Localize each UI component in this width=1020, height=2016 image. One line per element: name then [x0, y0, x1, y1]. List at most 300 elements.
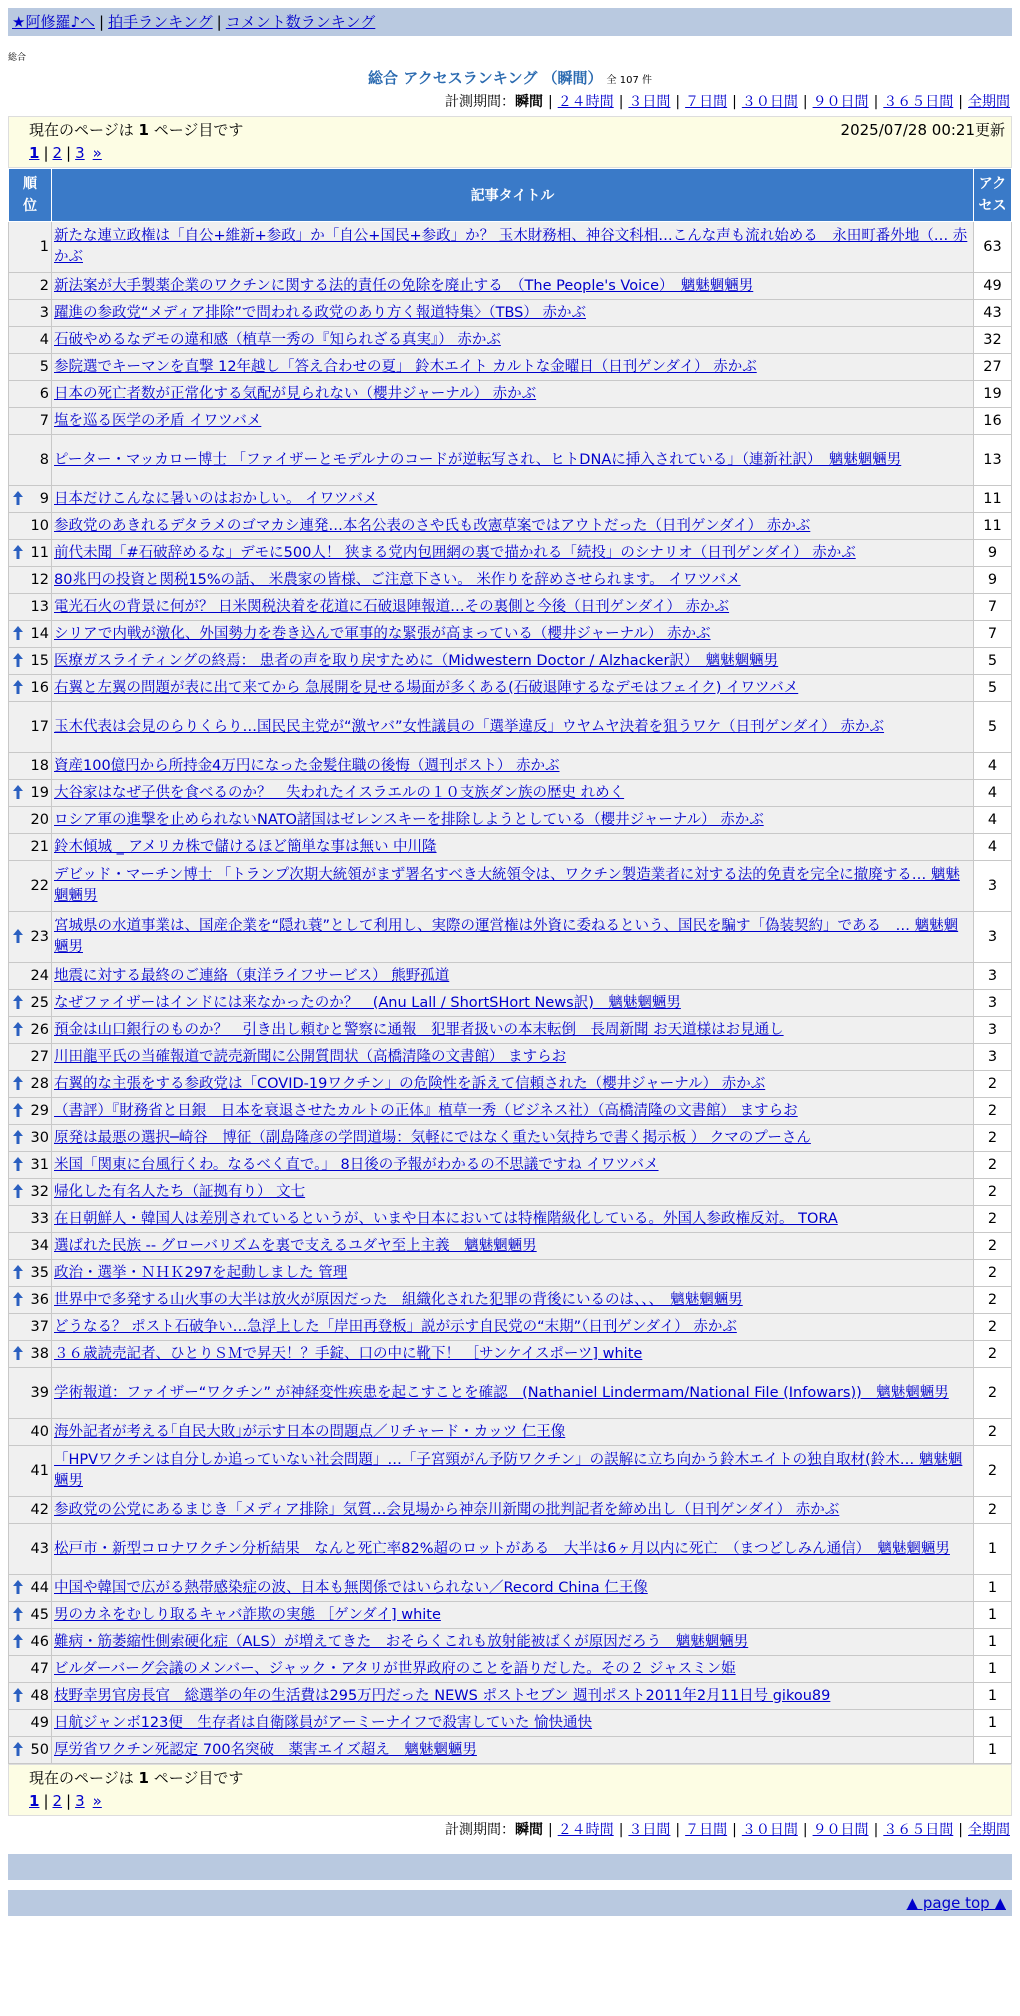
article-link[interactable]: ピーター・マッカロー博士 「ファイザーとモデルナのコードが逆転写され、ヒトDNAに挿入されている」（連新社訳） 魑魅魍魎男 [54, 451, 902, 468]
table-row [9, 1419, 1012, 1446]
title-cell [52, 381, 974, 408]
rank-cell [9, 1314, 52, 1341]
access-count: 3 [974, 861, 1012, 912]
table-row [9, 540, 1012, 567]
page-title: 総合 アクセスランキング （瞬間） [368, 69, 603, 87]
title-cell [52, 990, 974, 1017]
article-link[interactable]: 日本だけこんなに暑いのはおかしい。 イワツバメ [54, 490, 378, 507]
article-link[interactable]: 預金は山口銀行のものか？ 引き出し頼むと警察に通報 犯罪者扱いの本末転倒 長周新聞 お天道様はお見通し [54, 1021, 784, 1038]
up-arrow-icon [12, 1687, 24, 1703]
title-cell [52, 594, 974, 621]
article-link[interactable]: 「HPVワクチンは自分しか追っていない社会問題」…「子宮頸がん予防ワクチン」の誤解に立ち向かう鈴木エイトの独自取材(鈴木… 魑魅魍魎男 [54, 1452, 963, 1489]
rank-cell [9, 1446, 52, 1497]
rank-number: 11 [30, 545, 49, 561]
title-cell [52, 702, 974, 753]
rank-cell [9, 780, 52, 807]
rank-cell [9, 381, 52, 408]
table-row [9, 1152, 1012, 1179]
table-row [9, 1737, 1012, 1764]
access-count: 1 [974, 1737, 1012, 1764]
current-page-link[interactable]: 1 [29, 1792, 40, 1810]
next-page-link[interactable]: » [92, 1792, 102, 1810]
access-count: 1 [974, 1710, 1012, 1737]
title-cell [52, 1017, 974, 1044]
page-number: 1 [138, 1769, 149, 1787]
divider: | [66, 1792, 72, 1810]
article-link[interactable]: 帰化した有名人たち（証拠有り） 文七 [54, 1183, 306, 1200]
rank-cell [9, 300, 52, 327]
access-count: 1 [974, 1629, 1012, 1656]
period-label: 計測期間： [444, 94, 515, 110]
page-link[interactable]: 3 [75, 144, 85, 162]
rank-cell [9, 1044, 52, 1071]
up-arrow-icon [12, 679, 24, 695]
page-suffix: ページ目です [148, 121, 244, 139]
page-link[interactable]: 2 [52, 144, 63, 162]
table-row [9, 1233, 1012, 1260]
period-link[interactable]: ９０日間 [812, 94, 869, 110]
article-link[interactable]: 選ばれた民族 -- グローバリズムを裏で支えるユダヤ至上主義 魑魅魍魎男 [54, 1237, 537, 1254]
period-link[interactable]: 全期間 [968, 1822, 1010, 1838]
article-link[interactable]: （書評）『財務省と日銀 日本を衰退させたカルトの正体』植草一秀（ビジネス社）（高橋清隆の文書館） ますらお [54, 1102, 798, 1119]
article-link[interactable]: 宮城県の水道事業は、国産企業を“隠れ蓑”として利用し、実際の運営権は外資に委ねるという、国民を騙す「偽装契約」である … 魑魅魍魎男 [54, 918, 959, 955]
table-row [9, 780, 1012, 807]
current-page-link[interactable]: 1 [29, 144, 40, 162]
title-cell [52, 567, 974, 594]
home-link[interactable]: ★阿修羅♪へ [12, 13, 96, 31]
period-link[interactable]: ３日間 [628, 1822, 671, 1838]
table-row [9, 1575, 1012, 1602]
table-row [9, 1629, 1012, 1656]
rank-cell [9, 912, 52, 963]
access-count: 3 [974, 990, 1012, 1017]
title-cell [52, 753, 974, 780]
rank-cell [9, 1098, 52, 1125]
article-link[interactable]: 新法案が大手製薬企業のワクチンに関する法的責任の免除を廃止する （The People's Voice） 魑魅魍魎男 [54, 277, 754, 294]
table-row [9, 513, 1012, 540]
divider: | [732, 1822, 737, 1838]
access-count: 7 [974, 621, 1012, 648]
title-cell [52, 300, 974, 327]
table-row [9, 963, 1012, 990]
rank-cell [9, 1368, 52, 1419]
table-row [9, 300, 1012, 327]
access-count: 2 [974, 1341, 1012, 1368]
article-link[interactable]: シリアで内戦が激化、外国勢力を巻き込んで軍事的な緊張が高まっている（櫻井ジャーナル） 赤かぶ [54, 625, 711, 642]
up-arrow-icon [12, 544, 24, 560]
article-link[interactable]: 新たな連立政権は「自公+維新+参政」か「自公+国民+参政」か？ 玉木財務相、神谷文科相…こんな声も流れ始める 永田町番外地（… 赤かぶ [54, 228, 968, 265]
article-link[interactable]: 鈴木傾城 _ アメリカ株で儲けるほど簡単な事は無い 中川隆 [54, 838, 437, 855]
page-link[interactable]: 3 [75, 1792, 85, 1810]
article-link[interactable]: 躍進の参政党“メディア排除”で問われる政党のあり方く報道特集〉（TBS） 赤かぶ [54, 304, 586, 321]
access-count: 2 [974, 1098, 1012, 1125]
title-cell [52, 327, 974, 354]
title-cell [52, 1044, 974, 1071]
title-cell [52, 1575, 974, 1602]
rank-cell [9, 408, 52, 435]
access-count: 4 [974, 807, 1012, 834]
article-link[interactable]: 塩を巡る医学の矛盾 イワツバメ [54, 412, 262, 429]
access-count: 2 [974, 1287, 1012, 1314]
access-count: 32 [974, 327, 1012, 354]
title-cell [52, 912, 974, 963]
rank-number: 37 [30, 1319, 49, 1335]
title-cell [52, 513, 974, 540]
article-link[interactable]: 学術報道：ファイザー“ワクチン” が神経変性疾患を起こすことを確認 (Nathaniel Lindermam/National File (Infowars)) 魑魅魍魎男 [54, 1384, 949, 1401]
rank-cell [9, 273, 52, 300]
rank-header-label: 順 位 [23, 176, 37, 214]
rank-number: 13 [30, 599, 49, 615]
up-arrow-icon [12, 1075, 24, 1091]
page-top-link[interactable]: ▲ page top ▲ [906, 1894, 1006, 1912]
article-link[interactable]: ビルダーバーグ会議のメンバー、ジャック・アタリが世界政府のことを語りだした。その２ ジャスミン姫 [54, 1660, 736, 1677]
pagination [29, 1789, 1007, 1813]
access-count: 13 [974, 435, 1012, 486]
table-row [9, 1260, 1012, 1287]
article-link[interactable]: 政治・選挙・ＮＨＫ297を起動しました 管理 [54, 1264, 348, 1281]
table-row [9, 834, 1012, 861]
title-cell [52, 1629, 974, 1656]
access-count: 3 [974, 963, 1012, 990]
title-cell [52, 222, 974, 273]
article-link[interactable]: 右翼と左翼の問題が表に出て来てから 急展開を見せる場面が多くある(石破退陣するなデモはフェイク) イワツバメ [54, 679, 799, 696]
rank-cell [9, 648, 52, 675]
title-cell [52, 1446, 974, 1497]
rank-cell [9, 1710, 52, 1737]
table-row [9, 1044, 1012, 1071]
title-cell [52, 780, 974, 807]
rank-number: 1 [39, 239, 49, 255]
up-arrow-icon [12, 1264, 24, 1280]
table-row [9, 1098, 1012, 1125]
rank-number: 16 [30, 680, 49, 696]
page-info-box [8, 116, 1012, 168]
up-arrow-icon [12, 928, 24, 944]
article-link[interactable]: 松戸市・新型コロナワクチン分析結果 なんと死亡率82%超のロットがある 大半は6ヶ月以内に死亡 （まつどしみん通信） 魑魅魍魎男 [54, 1540, 950, 1557]
table-row [9, 1497, 1012, 1524]
article-link[interactable]: 右翼的な主張をする参政党は「COVID-19ワクチン」の危険性を訴えて信頼された（櫻井ジャーナル） 赤かぶ [54, 1075, 766, 1092]
period-link[interactable]: ３日間 [628, 94, 671, 110]
rank-cell [9, 675, 52, 702]
table-row [9, 1602, 1012, 1629]
rank-number: 22 [30, 878, 49, 894]
access-count: 2 [974, 1419, 1012, 1446]
rank-cell [9, 621, 52, 648]
ranking-table [8, 168, 1012, 1764]
title-cell [52, 1098, 974, 1125]
rank-number: 41 [30, 1463, 49, 1479]
title-cell [52, 1419, 974, 1446]
up-arrow-icon [12, 490, 24, 506]
article-link[interactable]: 原発は最悪の選択─崎谷 博征（副島隆彦の学問道場：気軽にではなく重たい気持ちで書く掲示板 ） クマのプーさん [54, 1129, 811, 1146]
rank-cell [9, 540, 52, 567]
rank-number: 15 [30, 653, 49, 669]
up-arrow-icon [12, 1606, 24, 1622]
article-link[interactable]: 海外記者が考える｢自民大敗｣が示す日本の問題点／リチャード・カッツ 仁王像 [54, 1423, 566, 1440]
up-arrow-icon [12, 652, 24, 668]
rank-cell [9, 1629, 52, 1656]
article-link[interactable]: ３６歳読売記者、ひとりＳＭで昇天！？手錠、口の中に靴下！ ［サンケイスポーツ] white [54, 1345, 643, 1362]
table-row [9, 1368, 1012, 1419]
up-arrow-icon [12, 1183, 24, 1199]
title-header: 記事タイトル [52, 169, 974, 222]
table-row [9, 1125, 1012, 1152]
article-link[interactable]: どうなる？ ポスト石破争い…急浮上した「岸田再登板」説が示す自民党の“末期”（日刊ゲンダイ） 赤かぶ [54, 1318, 737, 1335]
article-link[interactable]: 在日朝鮮人・韓国人は差別されているというが、いまや日本においては特権階級化している。外国人参政権反対。 TORA [54, 1210, 838, 1227]
article-link[interactable]: 地震に対する最終のご連絡（東洋ライフサービス） 熊野孤道 [54, 967, 450, 984]
rank-number: 2 [39, 278, 49, 294]
up-arrow-icon [12, 625, 24, 641]
title-cell [52, 1071, 974, 1098]
rank-cell [9, 1575, 52, 1602]
rank-number: 10 [30, 518, 49, 534]
period-link[interactable]: ２４時間 [557, 1822, 614, 1838]
access-count: 2 [974, 1233, 1012, 1260]
access-count: 2 [974, 1179, 1012, 1206]
divider: | [618, 94, 624, 110]
period-label: 計測期間： [444, 1822, 515, 1838]
article-link[interactable]: 前代未聞「#石破辞めるな」デモに500人！ 狭まる党内包囲網の裏で描かれる「続投」のシナリオ（日刊ゲンダイ） 赤かぶ [54, 544, 856, 561]
title-cell [52, 1125, 974, 1152]
title-cell [52, 1602, 974, 1629]
article-link[interactable]: 大谷家はなぜ子供を食べるのか？ 失われたイスラエルの１０支族ダン族の歴史 れめく [54, 784, 625, 801]
divider: | [958, 94, 963, 110]
access-count: 1 [974, 1524, 1012, 1575]
title-cell [52, 963, 974, 990]
rank-number: 18 [30, 758, 49, 774]
article-link[interactable]: デビッド・マーチン博士 「トランプ次期大統領がまず署名すべき大統領令は、ワクチン製造業者に対する法的免責を完全に撤廃する… 魑魅魍魎男 [54, 867, 960, 904]
rank-cell [9, 1206, 52, 1233]
table-row [9, 435, 1012, 486]
rank-cell [9, 1341, 52, 1368]
title-cell [52, 1179, 974, 1206]
article-link[interactable]: 80兆円の投資と関税15%の話、 米農家の皆様、ご注意下さい。 米作りを辞めさせられます。 イワツバメ [54, 571, 741, 588]
title-cell [52, 273, 974, 300]
period-link[interactable]: ３０日間 [741, 1822, 798, 1838]
period-link[interactable]: ９０日間 [812, 1822, 869, 1838]
article-link[interactable]: 米国「関東に台風行くわ。なるべく直で。」 8日後の予報がわかるの不思議ですね イワツバメ [54, 1156, 659, 1173]
title-cell [52, 1206, 974, 1233]
rank-number: 45 [30, 1607, 49, 1623]
title-cell [52, 1260, 974, 1287]
access-count: 5 [974, 702, 1012, 753]
rank-cell [9, 1683, 52, 1710]
article-link[interactable]: 参院選でキーマンを直撃 12年越し「答え合わせの夏」 鈴木エイト カルトな金曜日（日刊ゲンダイ） 赤かぶ [54, 358, 757, 375]
divider: | [99, 13, 105, 31]
table-row [9, 621, 1012, 648]
rank-cell [9, 1287, 52, 1314]
article-link[interactable]: 世界中で多発する山火事の大半は放火が原因だった 組織化された犯罪の背後にいるのは、、、 魑魅魍魎男 [54, 1291, 743, 1308]
up-arrow-icon [12, 1633, 24, 1649]
item-count: 全 107 件 [606, 75, 652, 86]
article-link[interactable]: 参政党のあきれるデタラメのゴマカシ連発…本名公表のさや氏も改憲草案ではアウトだった（日刊ゲンダイ） 赤かぶ [54, 517, 811, 534]
title-cell [52, 648, 974, 675]
rank-number: 50 [30, 1742, 49, 1758]
article-link[interactable]: 石破やめるなデモの違和感（植草一秀の『知られざる真実』） 赤かぶ [54, 331, 501, 348]
title-cell [52, 807, 974, 834]
article-link[interactable]: 枝野幸男官房長官 総選挙の年の生活費は295万円だった NEWS ポストセブン 週刊ポスト2011年2月11日号 gikou89 [54, 1687, 831, 1704]
article-link[interactable]: 厚労省ワクチン死認定 700名突破 薬害エイズ超え 魑魅魍魎男 [54, 1741, 477, 1758]
rank-number: 35 [30, 1265, 49, 1281]
period-link[interactable]: ３６５日間 [883, 94, 954, 110]
divider: | [43, 1792, 49, 1810]
period-selector-bottom [0, 1820, 1010, 1840]
table-row [9, 1683, 1012, 1710]
title-cell [52, 1368, 974, 1419]
table-row [9, 222, 1012, 273]
page-status [29, 1767, 1007, 1789]
table-row [9, 486, 1012, 513]
rank-cell [9, 594, 52, 621]
divider: | [802, 94, 808, 110]
title-cell [52, 1683, 974, 1710]
rank-cell [9, 1656, 52, 1683]
access-count: 27 [974, 354, 1012, 381]
rank-cell [9, 834, 52, 861]
period-link[interactable]: ７日間 [685, 94, 728, 110]
rank-number: 39 [30, 1385, 49, 1401]
page-prefix: 現在のページは [29, 121, 139, 139]
rank-number: 24 [30, 968, 49, 984]
rank-number: 43 [30, 1541, 49, 1557]
period-link[interactable]: 全期間 [968, 94, 1010, 110]
page-link[interactable]: 2 [52, 1792, 63, 1810]
rank-cell [9, 327, 52, 354]
table-row [9, 567, 1012, 594]
title-cell [52, 408, 974, 435]
divider: | [216, 13, 222, 31]
table-row [9, 1314, 1012, 1341]
table-row [9, 354, 1012, 381]
rank-cell [9, 861, 52, 912]
article-link[interactable]: 参政党の公党にあるまじき「メディア排除」気質…会見場から神奈川新聞の批判記者を締め出し（日刊ゲンダイ） 赤かぶ [54, 1501, 840, 1518]
up-arrow-icon [12, 1156, 24, 1172]
article-link[interactable]: ロシア軍の進撃を止められないNATO諸国はゼレンスキーを排除しようとしている（櫻井ジャーナル） 赤かぶ [54, 811, 764, 828]
next-page-link[interactable]: » [92, 144, 102, 162]
rank-cell [9, 990, 52, 1017]
title-cell [52, 1710, 974, 1737]
rank-number: 4 [39, 332, 49, 348]
access-count: 11 [974, 513, 1012, 540]
divider: | [732, 94, 737, 110]
page-status [29, 119, 1007, 141]
rank-number: 44 [30, 1580, 49, 1596]
title-cell [52, 1497, 974, 1524]
access-count: 5 [974, 675, 1012, 702]
article-link[interactable]: 医療ガスライティングの終焉： 患者の声を取り戻すために（Midwestern Doctor / Alzhacker訳） 魑魅魍魎男 [54, 652, 779, 669]
access-count: 3 [974, 912, 1012, 963]
divider: | [618, 1822, 624, 1838]
title-cell [52, 1314, 974, 1341]
rank-number: 5 [39, 359, 49, 375]
title-cell [52, 435, 974, 486]
title-cell [52, 540, 974, 567]
up-arrow-icon [12, 1129, 24, 1145]
access-count: 3 [974, 1017, 1012, 1044]
table-row [9, 1179, 1012, 1206]
table-row [9, 702, 1012, 753]
rank-cell [9, 1497, 52, 1524]
table-row [9, 1524, 1012, 1575]
access-count: 7 [974, 594, 1012, 621]
article-link[interactable]: 資産100億円から所持金4万円になった金髪住職の後悔（週刊ポスト） 赤かぶ [54, 757, 560, 774]
title-cell [52, 1737, 974, 1764]
article-link[interactable]: 電光石火の背景に何が？ 日米関税決着を花道に石破退陣報道…その裏側と今後（日刊ゲンダイ） 赤かぶ [54, 598, 730, 615]
clap-ranking-link[interactable]: 拍手ランキング [108, 13, 213, 31]
table-row [9, 675, 1012, 702]
title-cell [52, 1233, 974, 1260]
article-link[interactable]: なぜファイザーはインドには来なかったのか？ (Anu Lall / ShortSHort News訳) 魑魅魍魎男 [54, 994, 681, 1011]
rank-cell [9, 807, 52, 834]
article-link[interactable]: 日本の死亡者数が正常化する気配が見られない（櫻井ジャーナル） 赤かぶ [54, 385, 537, 402]
table-row [9, 594, 1012, 621]
rank-number: 3 [39, 305, 49, 321]
article-link[interactable]: 日航ジャンボ123便 生存者は自衛隊員がアーミーナイフで殺害していた 愉快通快 [54, 1714, 593, 1731]
up-arrow-icon [12, 784, 24, 800]
rank-cell [9, 1017, 52, 1044]
period-link[interactable]: ２４時間 [557, 94, 614, 110]
up-arrow-icon [12, 1579, 24, 1595]
access-count: 19 [974, 381, 1012, 408]
access-count: 1 [974, 1575, 1012, 1602]
title-cell [52, 1287, 974, 1314]
rank-number: 38 [30, 1346, 49, 1362]
rank-number: 19 [30, 785, 49, 801]
table-row [9, 807, 1012, 834]
access-header-label: アク セス [978, 176, 1007, 214]
article-link[interactable]: 川田龍平氏の当確報道で読売新聞に公開質問状（高橋清隆の文書館） ますらお [54, 1048, 567, 1065]
period-link[interactable]: ７日間 [685, 1822, 728, 1838]
access-count: 43 [974, 300, 1012, 327]
article-link[interactable]: 玉木代表は会見のらりくらり…国民民主党が“激ヤバ”女性議員の「選挙違反」ウヤムヤ決着を狙うワケ（日刊ゲンダイ） 赤かぶ [54, 718, 885, 735]
rank-number: 47 [30, 1661, 49, 1677]
title-cell [52, 834, 974, 861]
table-row [9, 273, 1012, 300]
divider: | [873, 94, 879, 110]
article-link[interactable]: 男のカネをむしり取るキャバ詐欺の実態 ［ゲンダイ] white [54, 1606, 441, 1623]
period-link[interactable]: ３６５日間 [883, 1822, 954, 1838]
divider: | [873, 1822, 879, 1838]
article-link[interactable]: 難病・筋萎縮性側索硬化症（ALS）が増えてきた おそらくこれも放射能被ばくが原因だろう 魑魅魍魎男 [54, 1633, 749, 1650]
article-link[interactable]: 中国や韓国で広がる熱帯感染症の波、日本も無関係ではいられない／Record China 仁王像 [54, 1579, 648, 1596]
rank-cell [9, 1071, 52, 1098]
table-row [9, 1071, 1012, 1098]
access-count: 2 [974, 1125, 1012, 1152]
title-cell [52, 354, 974, 381]
table-row [9, 1341, 1012, 1368]
divider: | [43, 144, 49, 162]
rank-cell [9, 1179, 52, 1206]
pagination [29, 141, 1007, 165]
rank-number: 40 [30, 1424, 49, 1440]
table-row [9, 381, 1012, 408]
comment-ranking-link[interactable]: コメント数ランキング [225, 13, 376, 31]
period-link[interactable]: ３０日間 [741, 94, 798, 110]
rank-header [9, 169, 52, 222]
access-count: 9 [974, 567, 1012, 594]
access-count: 2 [974, 1152, 1012, 1179]
rank-number: 29 [30, 1103, 49, 1119]
rank-number: 48 [30, 1688, 49, 1704]
access-count: 2 [974, 1206, 1012, 1233]
table-row [9, 990, 1012, 1017]
table-row [9, 861, 1012, 912]
rank-cell [9, 567, 52, 594]
rank-number: 28 [30, 1076, 49, 1092]
rank-number: 36 [30, 1292, 49, 1308]
rank-cell [9, 1737, 52, 1764]
access-count: 2 [974, 1497, 1012, 1524]
